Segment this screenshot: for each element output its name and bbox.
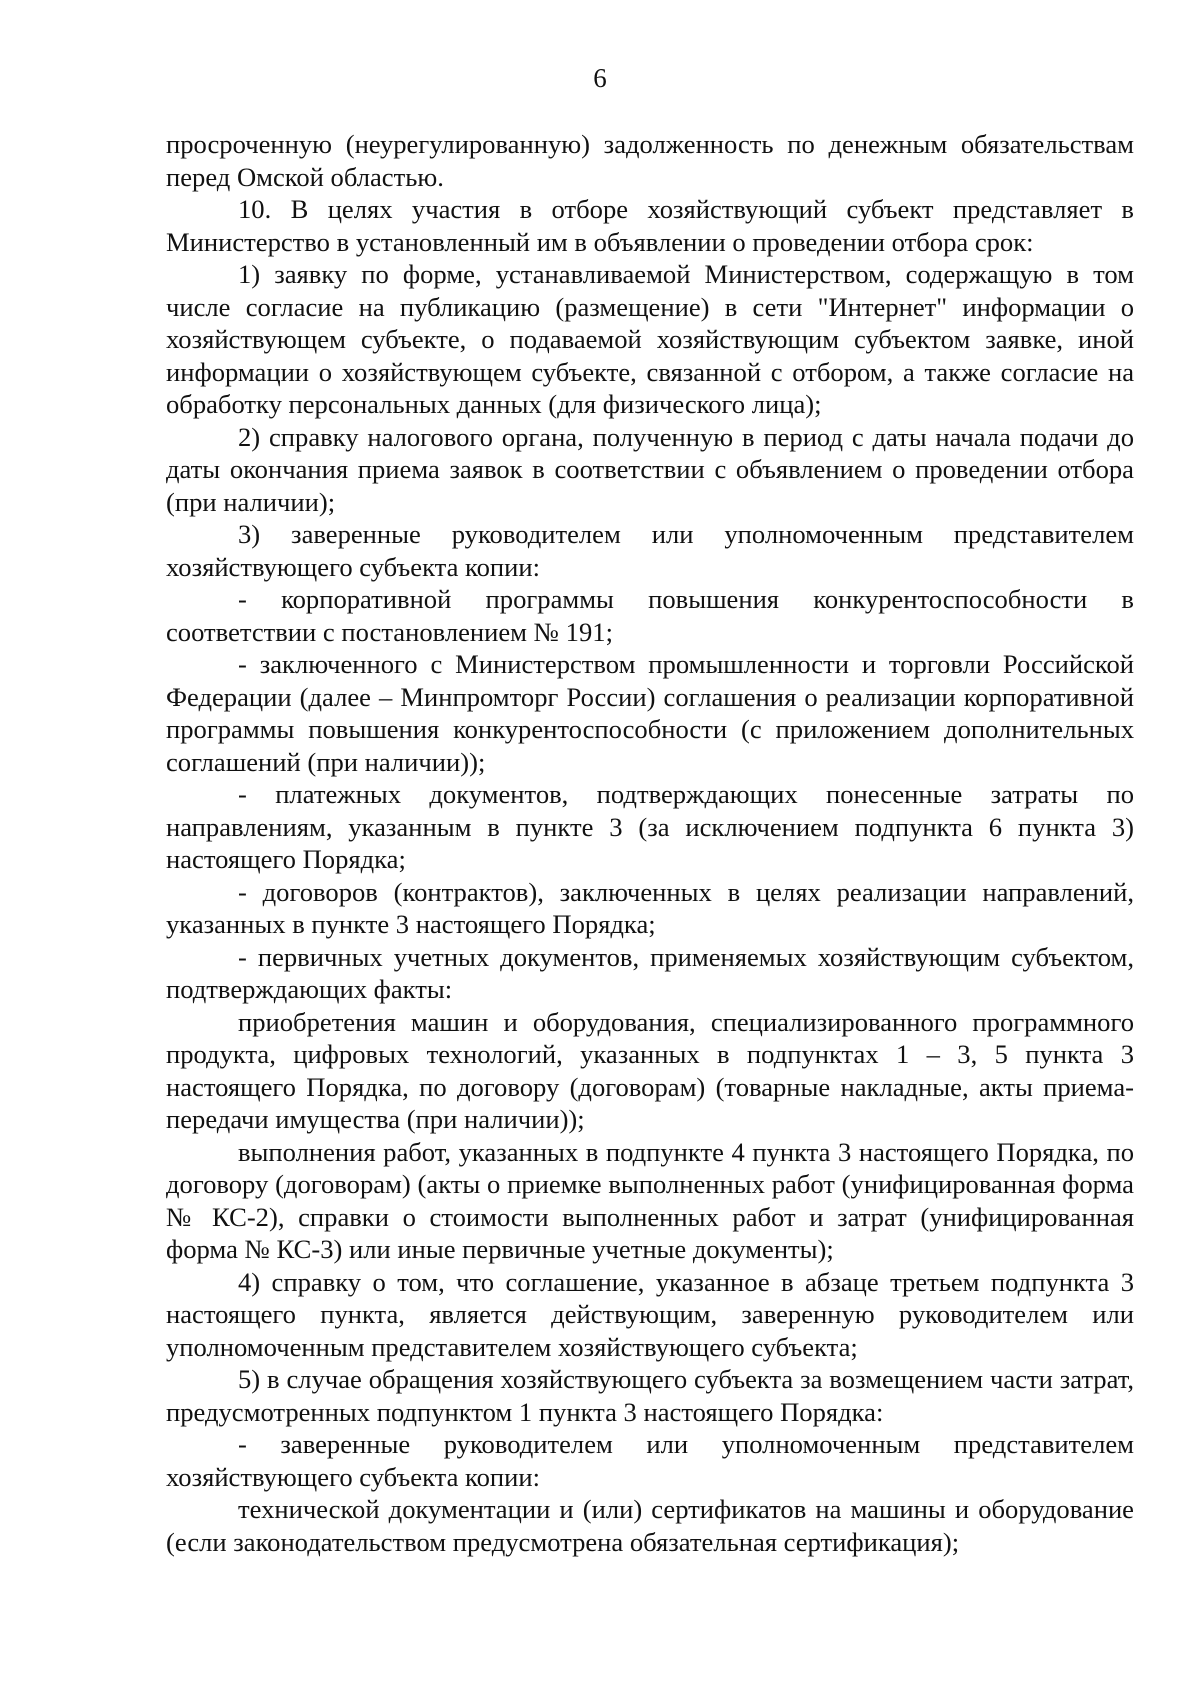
paragraph-copy-primary-documents: - первичных учетных документов, применяемых хозяйствующим субъектом, подтверждающих факты: xyxy=(166,941,1134,1004)
paragraph-subitem-5: 5) в случае обращения хозяйствующего субъекта за возмещением части затрат, предусмотренных подпунктом 1 пункта 3 настоящего Порядка: xyxy=(166,1364,1134,1427)
paragraph-copy-contracts: - договоров (контрактов), заключенных в целях реализации направлений, указанных в пункте 3 настоящего Порядка; xyxy=(166,876,1134,939)
paragraph-subitem-4: 4) справку о том, что соглашение, указанное в абзаце третьем подпункта 3 настоящего пункта, является действующим, заверенную руководителем или уполномоченным представителем хозяйствующего субъекта; xyxy=(166,1266,1134,1362)
paragraph-copy-agreement: - заключенного с Министерством промышленности и торговли Российской Федерации (далее – Минпромторг России) соглашения о реализации корпоративной программы повышения конкурентоспособности (с приложением дополнительных соглашений (при наличии)); xyxy=(166,649,1134,777)
paragraph-technical-documentation: технической документации и (или) сертификатов на машины и оборудование (если законодательством предусмотрена обязательная сертификация); xyxy=(166,1494,1134,1557)
page-number: 6 xyxy=(593,63,607,93)
paragraph-debt-continuation: просроченную (неурегулированную) задолженность по денежным обязательствам перед Омской областью. xyxy=(166,129,1134,192)
paragraph-fact-works: выполнения работ, указанных в подпункте 4 пункта 3 настоящего Порядка, по договору (договорам) (акты о приемке выполненных работ (унифицированная форма № КС-2), справки о стоимости выполненных работ и затрат (унифицированная форма № КС-3) или иные первичные учетные документы); xyxy=(166,1136,1134,1264)
paragraph-copy-corporate-program: - корпоративной программы повышения конкурентоспособности в соответствии с постановлением № 191; xyxy=(166,584,1134,647)
paragraph-subitem-1: 1) заявку по форме, устанавливаемой Министерством, содержащую в том числе согласие на публикацию (размещение) в сети "Интернет" информации о хозяйствующем субъекте, о подаваемой хозяйствующим субъектом заявке, иной информации о хозяйствующем субъекте, связанной с отбором, а также согласие на обработку персональных данных (для физического лица); xyxy=(166,259,1134,419)
paragraph-subitem-2: 2) справку налогового органа, полученную в период с даты начала подачи до даты окончания приема заявок в соответствии с объявлением о проведении отбора (при наличии); xyxy=(166,421,1134,517)
paragraph-fact-acquisition: приобретения машин и оборудования, специализированного программного продукта, цифровых технологий, указанных в подпунктах 1 – 3, 5 пункта 3 настоящего Порядка, по договору (договорам) (товарные накладные, акты приема-передачи имущества (при наличии)); xyxy=(166,1006,1134,1134)
paragraph-copies-certified: - заверенные руководителем или уполномоченным представителем хозяйствующего субъекта копии: xyxy=(166,1429,1134,1492)
paragraph-copy-payment-documents: - платежных документов, подтверждающих понесенные затраты по направлениям, указанным в пункте 3 (за исключением подпункта 6 пункта 3) настоящего Порядка; xyxy=(166,779,1134,874)
paragraph-subitem-3: 3) заверенные руководителем или уполномоченным представителем хозяйствующего субъекта копии: xyxy=(166,519,1134,582)
document-body xyxy=(166,128,1134,1558)
paragraph-item-10: 10. В целях участия в отборе хозяйствующий субъект представляет в Министерство в установленный им в объявлении о проведении отбора срок: xyxy=(166,194,1134,257)
